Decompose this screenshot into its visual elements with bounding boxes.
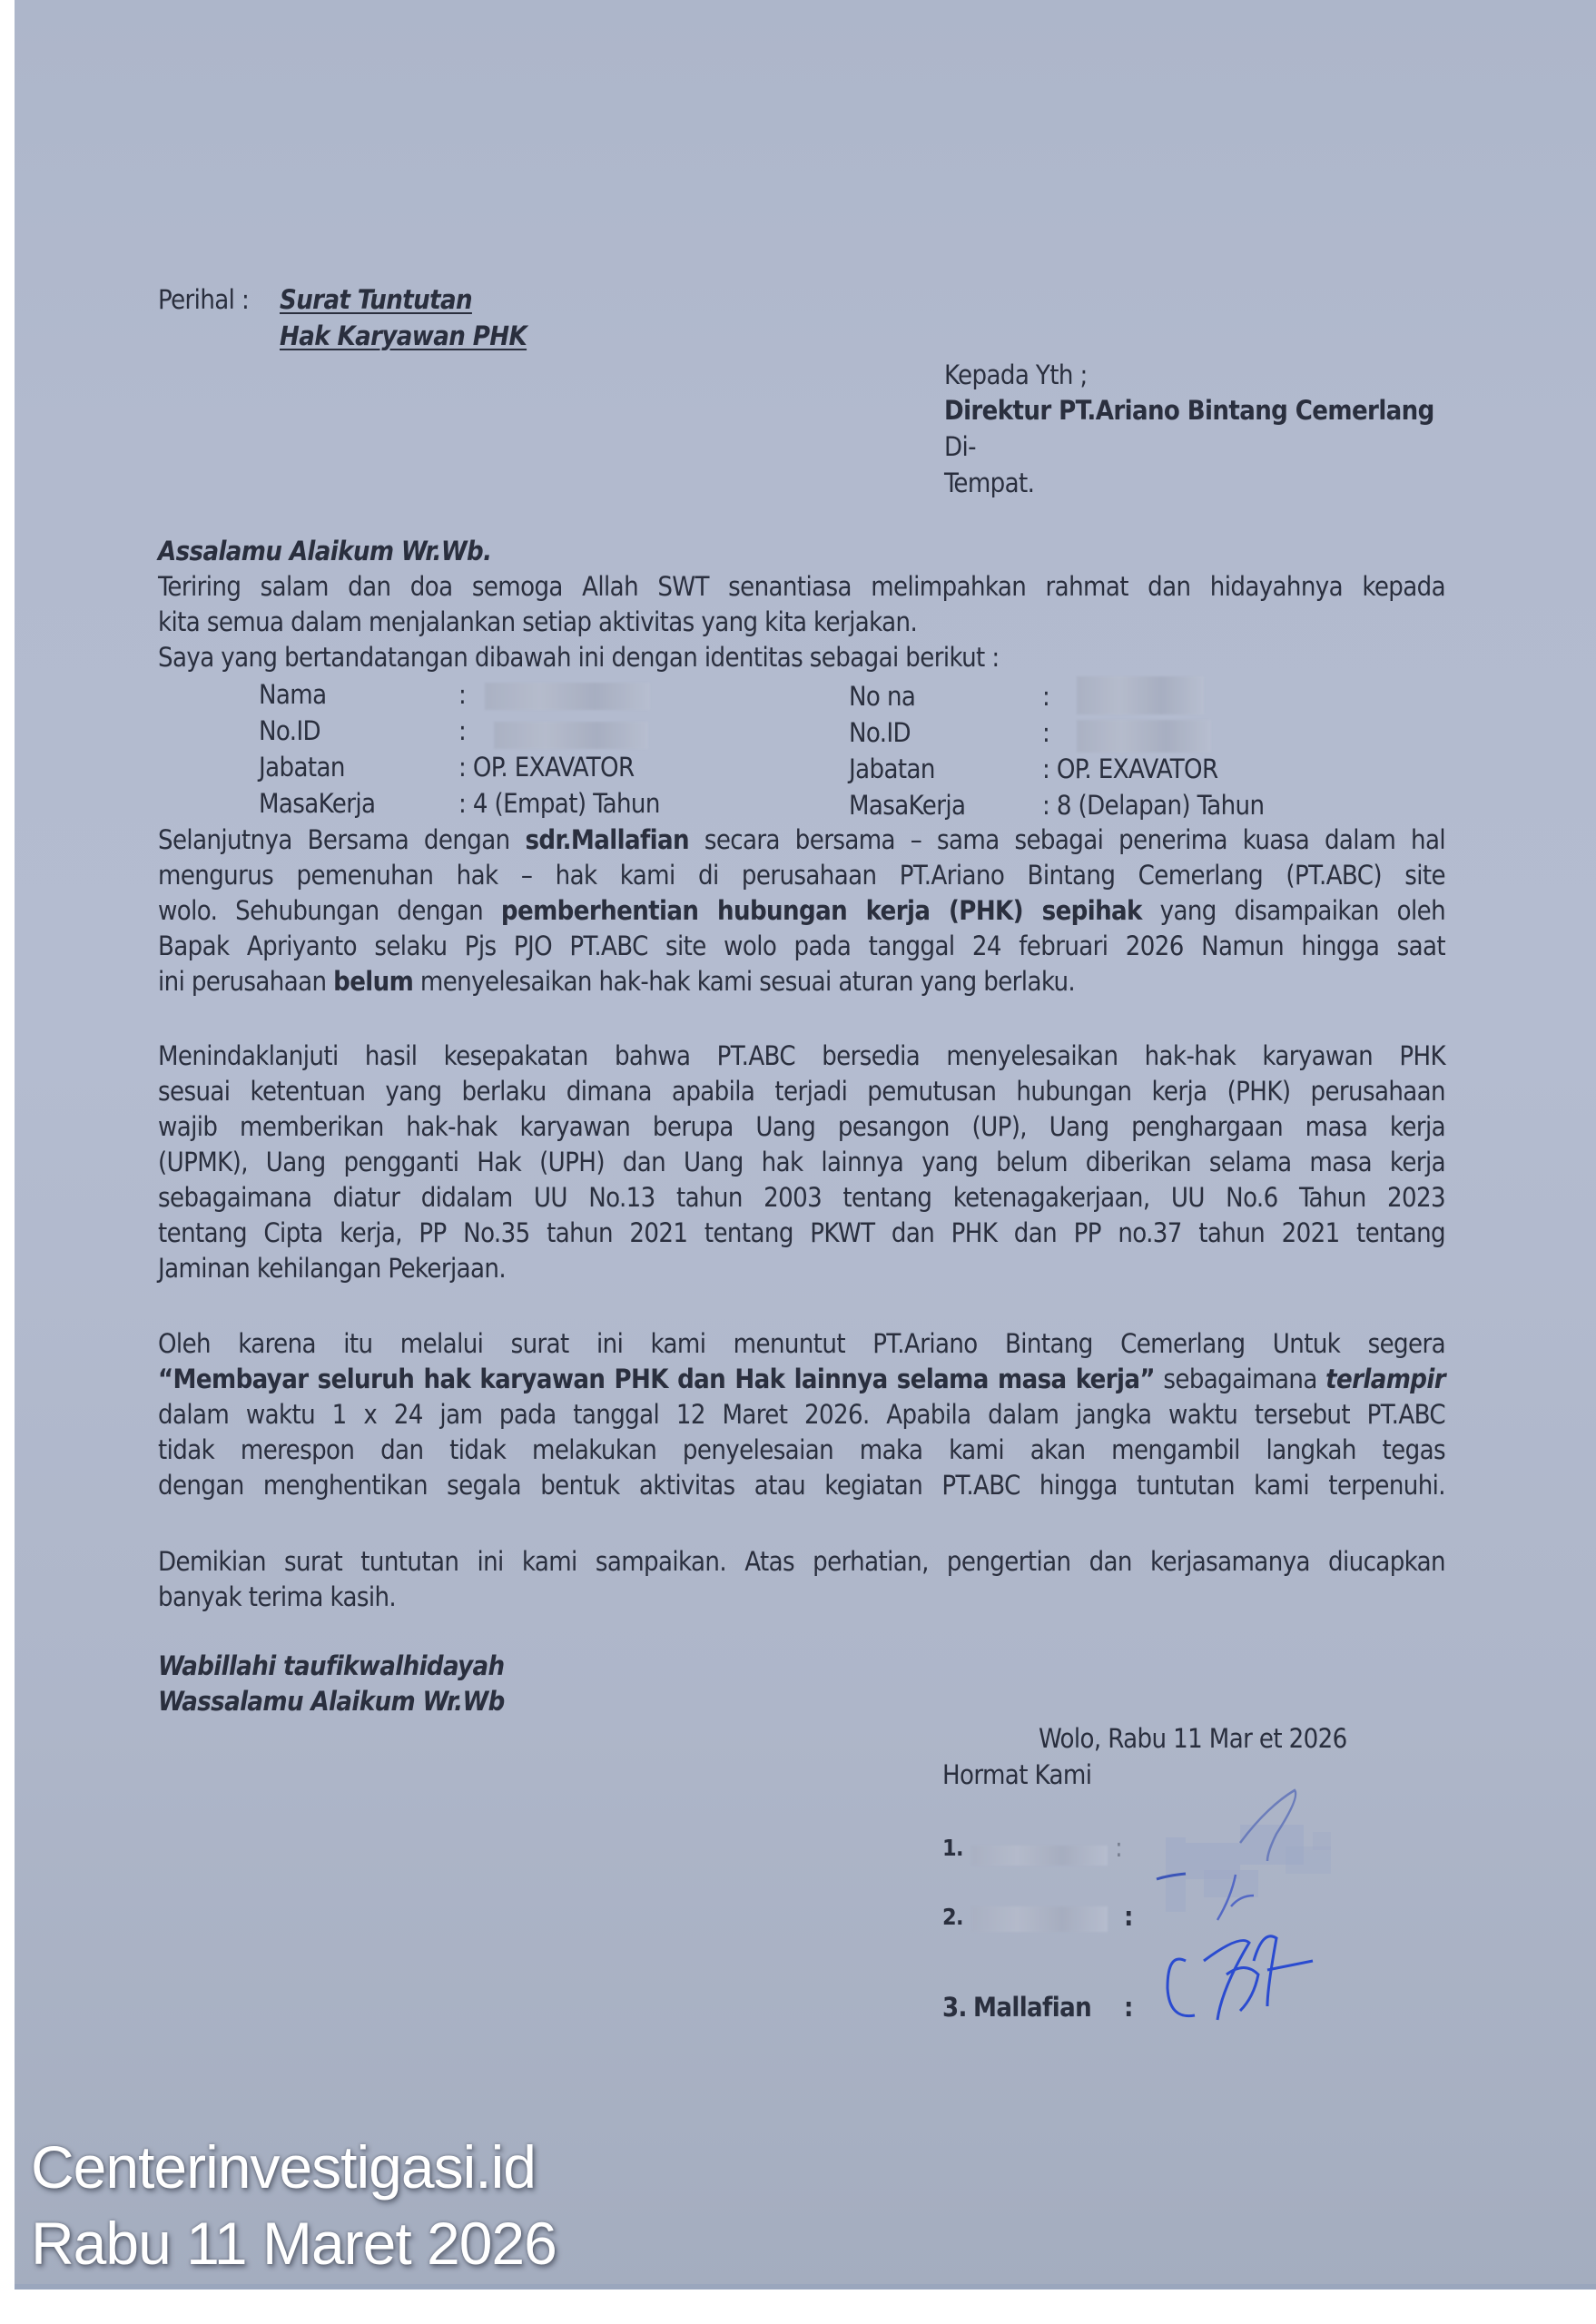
signer-2-colon: :	[1124, 1901, 1133, 1932]
redacted-id-right	[1077, 720, 1211, 753]
recipient-line-3: Di-	[944, 431, 976, 462]
p2-line: (UPMK), Uang pengganti Hak (UPH) dan Uang hak lainnya yang belum diberikan selama masa kerja	[158, 1147, 1445, 1177]
right-label-jabatan: Jabatan	[849, 753, 935, 784]
signer-1-number: 1.	[942, 1835, 963, 1861]
watermark-date: Rabu 11 Maret 2026	[31, 2210, 557, 2277]
closing-line: Demikian surat tuntutan ini kami sampaikan. Atas perhatian, pengertian dan kerjasamanya diucapkan	[158, 1546, 1445, 1577]
intro-line: Teriring salam dan doa semoga Allah SWT senantiasa melimpahkan rahmat dan hidayahnya kepada	[158, 571, 1445, 602]
left-label-id: No.ID	[259, 715, 321, 746]
p3-text: sebagaimana	[1154, 1364, 1326, 1394]
signer-3-number: 3.	[942, 1992, 967, 2023]
p1-line-2: mengurus pemenuhan hak – hak kami di perusahaan PT.Ariano Bintang Cemerlang (PT.ABC) site	[158, 860, 1445, 891]
signer-2-number: 2.	[942, 1904, 963, 1930]
left-label-masakerja: MasaKerja	[259, 788, 376, 819]
signature-3-body	[1204, 1936, 1313, 2020]
signature-1-loop	[1240, 1790, 1296, 1861]
p2-line: sebagaimana diatur didalam UU No.13 tahun 2003 tentang ketenagakerjaan, UU No.6 Tahun 2023	[158, 1182, 1445, 1213]
recipient-line-2: Direktur PT.Ariano Bintang Cemerlang	[944, 395, 1434, 426]
left-value-name: :	[458, 679, 467, 710]
redacted-signer-2	[971, 1906, 1108, 1932]
p1-line-1	[158, 822, 1445, 858]
letter-paper	[15, 0, 1596, 2290]
watermark-site: Centerinvestigasi.id	[31, 2133, 536, 2201]
signature-2-stroke	[1217, 1875, 1254, 1920]
right-value-masakerja: : 8 (Delapan) Tahun	[1042, 790, 1265, 821]
signer-1-colon: :	[1115, 1832, 1123, 1863]
subject-label: Perihal :	[158, 284, 250, 315]
subject-line-2: Hak Karyawan PHK	[280, 320, 527, 351]
p2-line: wajib memberikan hak-hak karyawan berupa Uang pesangon (UP), Uang penghargaan masa kerja	[158, 1111, 1445, 1142]
signature-1-stroke	[1157, 1874, 1186, 1879]
intro-line: Saya yang bertandatangan dibawah ini dengan identitas sebagai berikut :	[158, 642, 1000, 673]
left-value-jabatan: : OP. EXAVATOR	[458, 752, 635, 783]
redacted-name-right	[1077, 676, 1204, 714]
p3-demand: “Membayar seluruh hak karyawan PHK dan Hak lainnya selama masa kerja”	[158, 1364, 1155, 1394]
place-date: Wolo, Rabu 11 Mar et 2026	[1039, 1723, 1347, 1754]
greeting: Assalamu Alaikum Wr.Wb.	[158, 536, 492, 566]
redacted-id-left	[494, 722, 648, 749]
right-value-name: :	[1042, 681, 1050, 712]
p2-line: Menindaklanjuti hasil kesepakatan bahwa PT.ABC bersedia menyelesaikan hak-hak karyawan PHK	[158, 1040, 1445, 1071]
right-label-masakerja: MasaKerja	[849, 790, 966, 821]
left-value-id: :	[458, 715, 467, 746]
p1-text: secara bersama – sama sebagai penerima kuasa dalam hal	[689, 824, 1445, 855]
p3-line-2	[158, 1362, 1445, 1397]
p1-text: ini perusahaan	[158, 966, 334, 997]
p2-line: sesuai ketentuan yang berlaku dimana apabila terjadi pemutusan hubungan kerja (PHK) perusahaan	[158, 1076, 1445, 1107]
signature-3-curve	[1167, 1959, 1195, 2016]
p2-line: Jaminan kehilangan Pekerjaan.	[158, 1253, 507, 1284]
p1-text: yang disampaikan oleh	[1141, 895, 1446, 926]
recipient-line-1: Kepada Yth ;	[944, 359, 1088, 390]
valediction-2: Wassalamu Alaikum Wr.Wb	[158, 1686, 505, 1717]
p3-line-1: Oleh karena itu melalui surat ini kami menuntut PT.Ariano Bintang Cemerlang Untuk segera	[158, 1328, 1445, 1359]
p1-text: wolo. Sehubungan dengan	[158, 895, 501, 926]
signer-3-name: Mallafian	[973, 1992, 1092, 2023]
p1-emphasis: belum	[333, 966, 414, 997]
p1-attorney-name: sdr.Mallafian	[525, 824, 689, 855]
closing-line: banyak terima kasih.	[158, 1581, 397, 1612]
right-label-id: No.ID	[849, 717, 911, 748]
right-value-id: :	[1042, 717, 1050, 748]
redacted-name-left	[485, 683, 650, 710]
p3-line-3: dalam waktu 1 x 24 jam pada tanggal 12 Maret 2026. Apabila dalam jangka waktu tersebut PT.ABC	[158, 1399, 1445, 1430]
p1-line-3	[158, 893, 1445, 929]
p1-line-5	[158, 964, 1445, 1000]
left-label-name: Nama	[259, 679, 327, 710]
p1-text: menyelesaikan hak-hak kami sesuai aturan yang berlaku.	[413, 966, 1076, 997]
signature-strokes	[1131, 1779, 1404, 2034]
intro-line: kita semua dalam menjalankan setiap aktivitas yang kita kerjakan.	[158, 606, 918, 637]
p2-line: tentang Cipta kerja, PP No.35 tahun 2021 tentang PKWT dan PHK dan PP no.37 tahun 2021 tentang	[158, 1217, 1445, 1248]
p1-emphasis: pemberhentian hubungan kerja (PHK) sepihak	[500, 895, 1142, 926]
paragraph-2	[158, 1039, 1445, 1286]
intro-paragraph	[158, 569, 1445, 675]
regards: Hormat Kami	[942, 1759, 1092, 1790]
redacted-signer-1	[971, 1846, 1108, 1866]
paragraph-3	[158, 1326, 1445, 1503]
valediction-1: Wabillahi taufikwalhidayah	[158, 1650, 505, 1681]
closing-paragraph	[158, 1544, 1445, 1615]
p3-line-5: dengan menghentikan segala bentuk aktivitas atau kegiatan PT.ABC hingga tuntutan kami terpenuhi.	[158, 1470, 1445, 1501]
p3-line-4: tidak merespon dan tidak melakukan penyelesaian maka kami akan mengambil langkah tegas	[158, 1434, 1445, 1465]
right-label-name: No na	[849, 681, 916, 712]
subject-line-1: Surat Tuntutan	[280, 284, 472, 315]
right-value-jabatan: : OP. EXAVATOR	[1042, 753, 1218, 784]
p3-attachment-ref: terlampir	[1325, 1364, 1445, 1394]
p1-text: Selanjutnya Bersama dengan	[158, 824, 526, 855]
left-label-jabatan: Jabatan	[259, 752, 345, 783]
left-value-masakerja: : 4 (Empat) Tahun	[458, 788, 660, 819]
signer-3-colon: :	[1124, 1992, 1133, 2023]
p1-line-4: Bapak Apriyanto selaku Pjs PJO PT.ABC site wolo pada tanggal 24 februari 2026 Namun hingga saat	[158, 931, 1445, 961]
recipient-line-4: Tempat.	[944, 468, 1035, 498]
paragraph-1	[158, 822, 1445, 1000]
